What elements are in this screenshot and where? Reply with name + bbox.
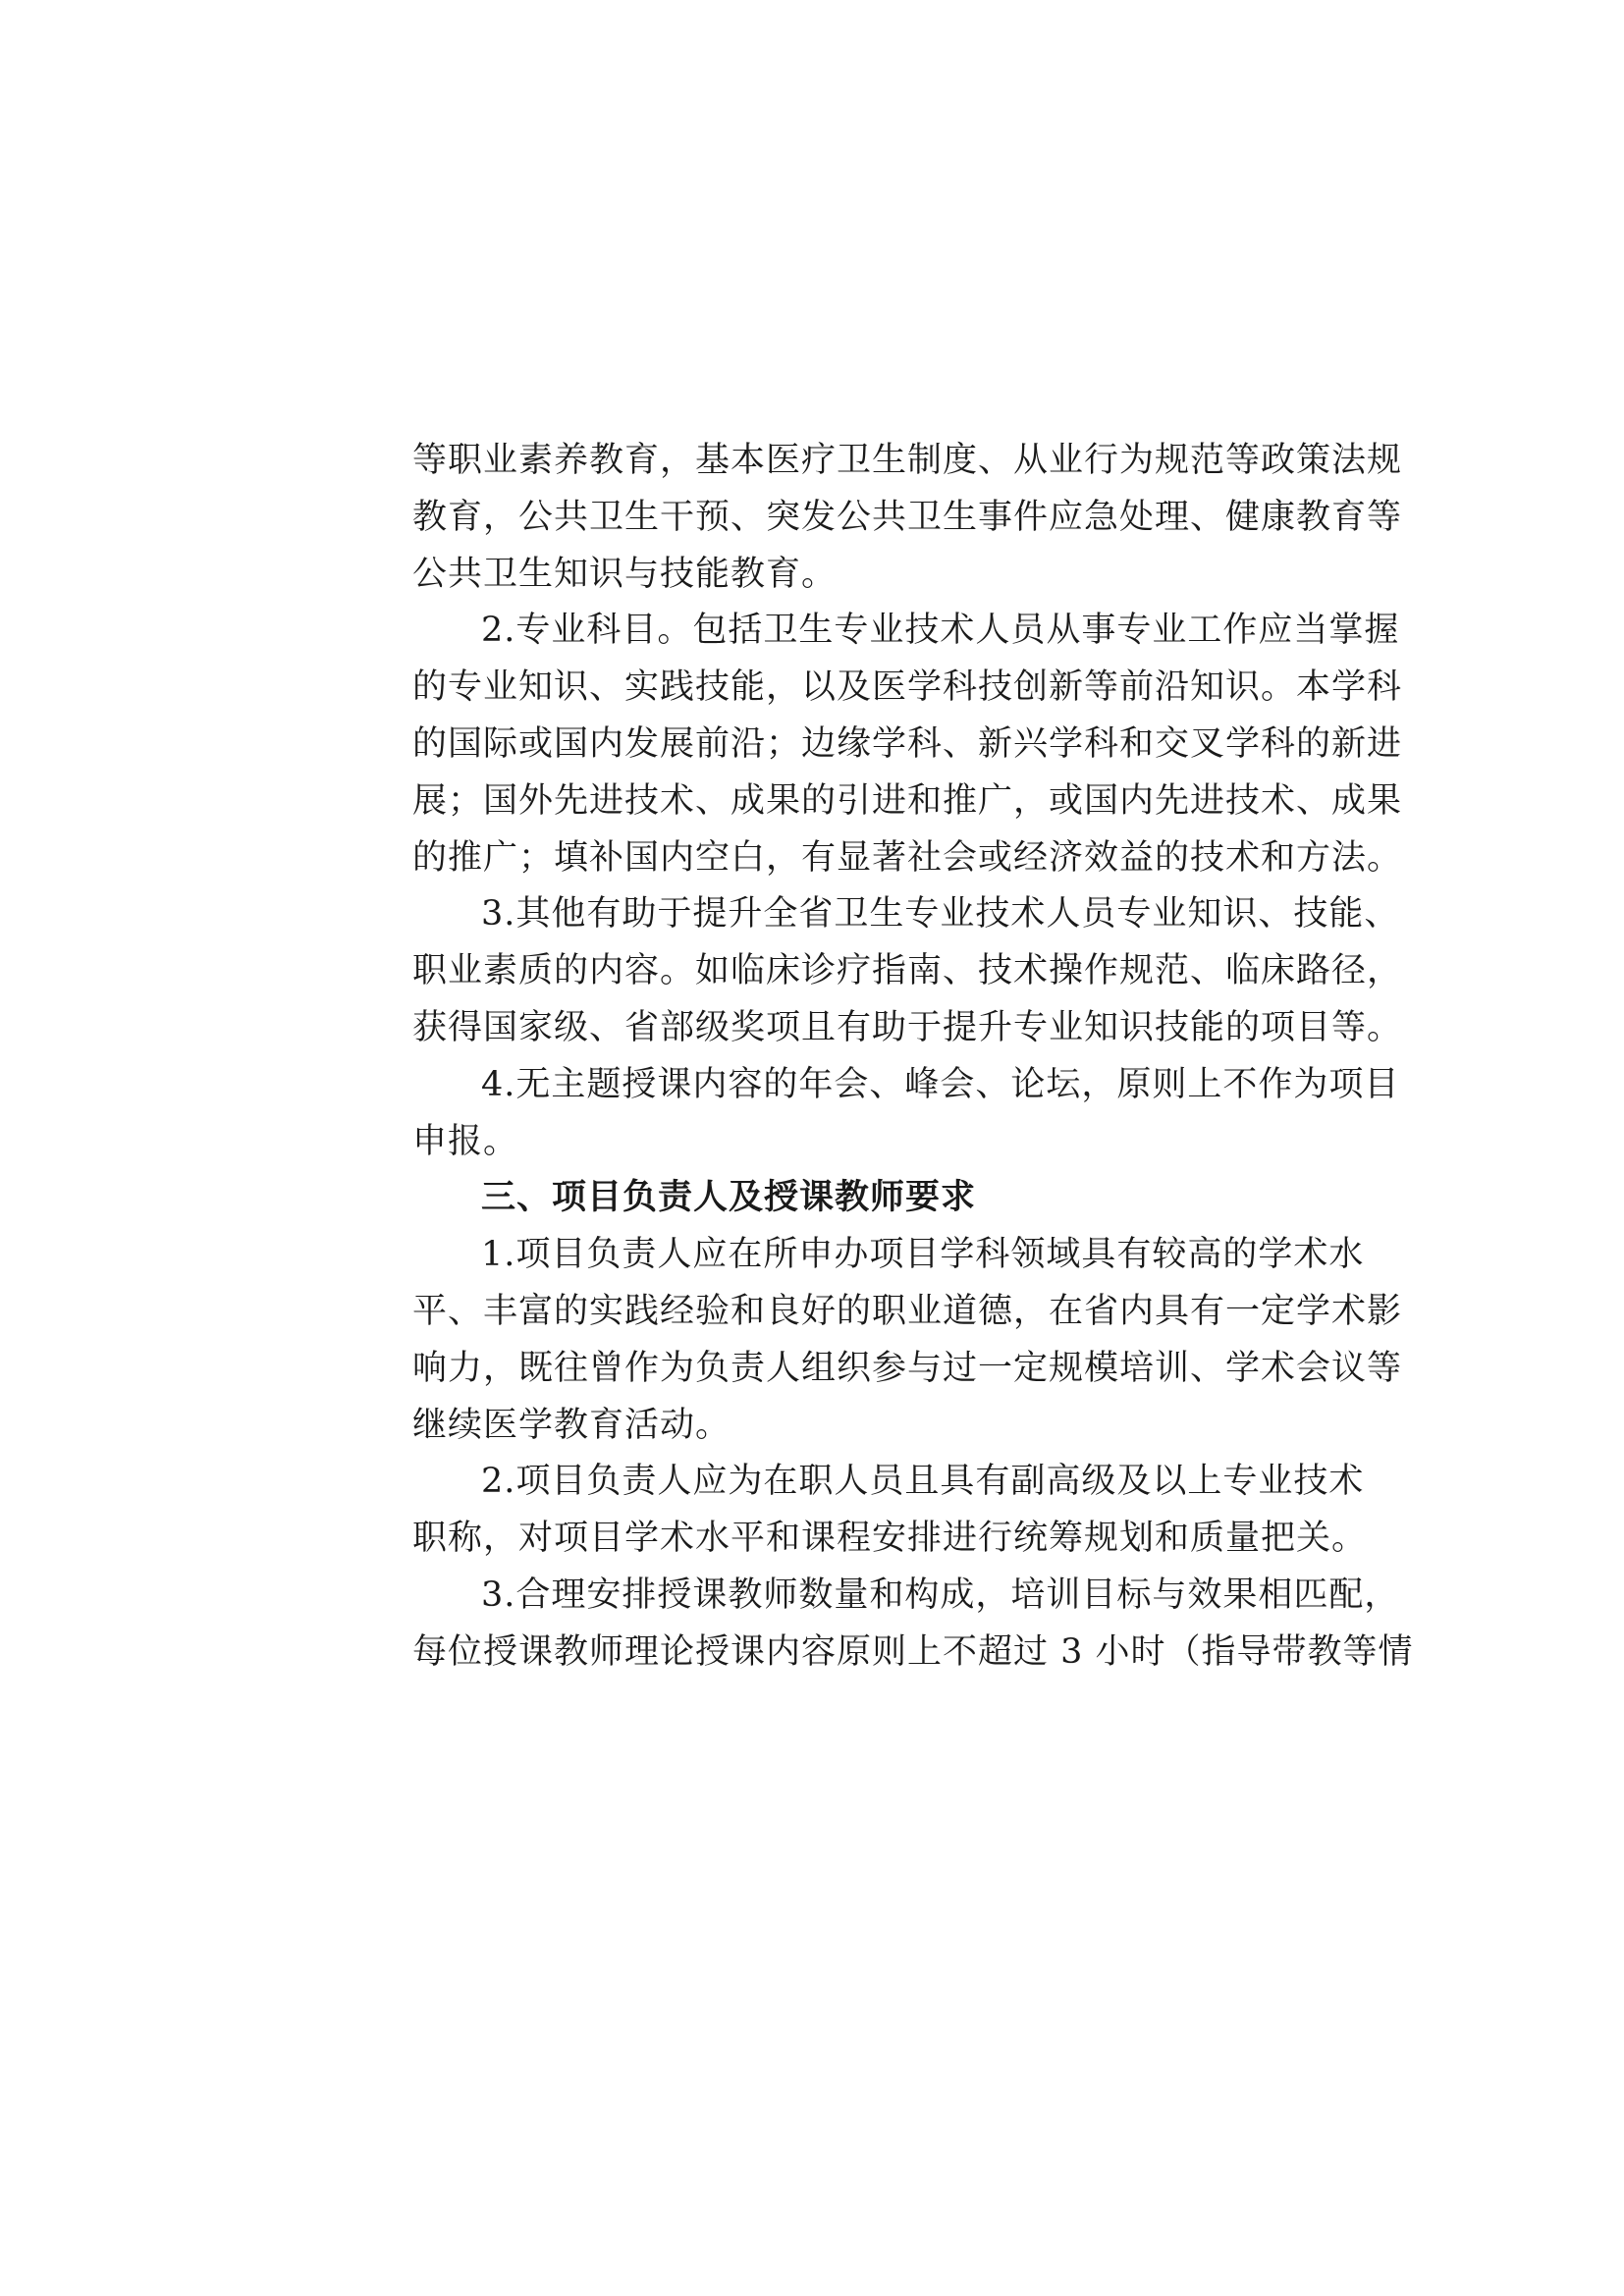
text-line: 平、丰富的实践经验和良好的职业道德，在省内具有一定学术影 [412,1291,1403,1331]
text-line: 4.无主题授课内容的年会、峰会、论坛，原则上不作为项目 [481,1064,1400,1104]
text-line: 3.合理安排授课教师数量和构成，培训目标与效果相匹配， [481,1575,1400,1615]
text-line: 继续医学教育活动。 [412,1405,731,1445]
text-line: 3.其他有助于提升全省卫生专业技术人员专业知识、技能、 [481,894,1400,934]
document-body [412,433,1414,1682]
text-line: 职称，对项目学术水平和课程安排进行统筹规划和质量把关。 [412,1519,1368,1559]
text-line: 展；国外先进技术、成果的引进和推广，或国内先进技术、成果 [412,780,1403,821]
text-line: 2.专业科目。包括卫生专业技术人员从事专业工作应当掌握 [481,611,1400,651]
text-line: 1.项目负责人应在所申办项目学科领域具有较高的学术水 [481,1235,1365,1275]
text-line: 的专业知识、实践技能，以及医学科技创新等前沿知识。本学科 [412,667,1403,708]
text-line: 的国际或国内发展前沿；边缘学科、新兴学科和交叉学科的新进 [412,723,1403,764]
text-line: 响力，既往曾作为负责人组织参与过一定规模培训、学术会议等 [412,1348,1403,1388]
text-line: 获得国家级、省部级奖项且有助于提升专业知识技能的项目等。 [412,1007,1403,1047]
text-line: 申报。 [412,1121,519,1161]
text-line: 教育，公共卫生干预、突发公共卫生事件应急处理、健康教育等 [412,497,1403,537]
text-line: 职业素质的内容。如临床诊疗指南、技术操作规范、临床路径， [412,951,1403,991]
text-line: 等职业素养教育，基本医疗卫生制度、从业行为规范等政策法规 [412,441,1403,480]
text-line: 的推广；填补国内空白，有显著社会或经济效益的技术和方法。 [412,837,1403,878]
text-line: 公共卫生知识与技能教育。 [412,554,838,594]
text-line: 每位授课教师理论授课内容原则上不超过 3 小时（指导带教等情 [412,1631,1414,1672]
section-heading: 三、项目负责人及授课教师要求 [481,1178,977,1218]
text-line: 2.项目负责人应为在职人员且具有副高级及以上专业技术 [481,1462,1365,1502]
